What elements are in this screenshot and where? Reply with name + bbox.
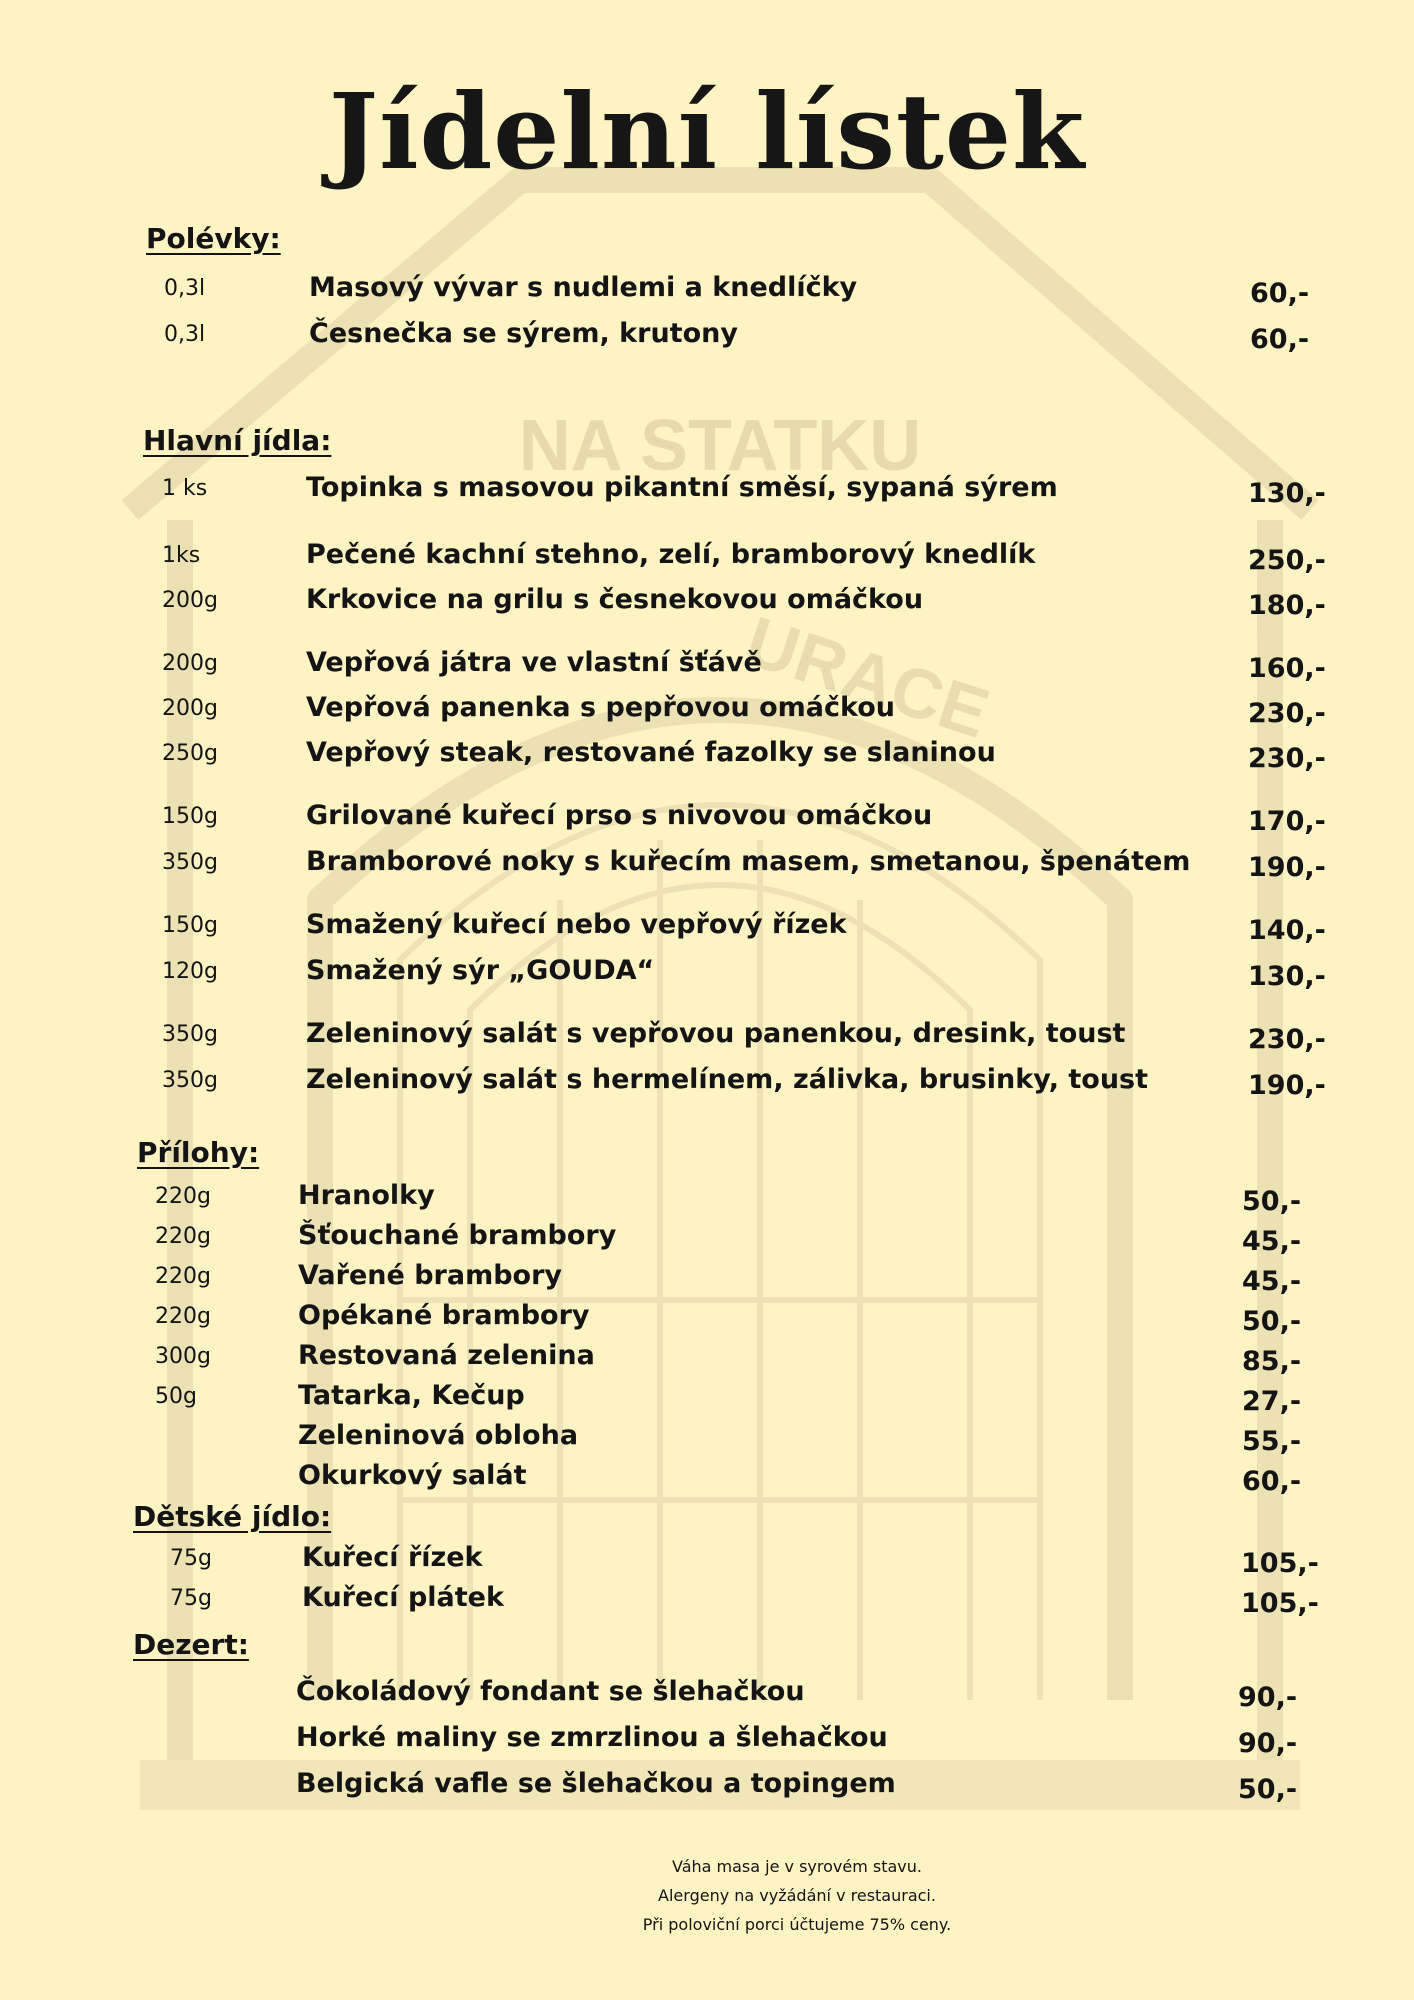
menu-item-row bbox=[0, 470, 1414, 514]
menu-item-price: 50,- bbox=[1242, 1306, 1302, 1337]
menu-item-name: Okurkový salát bbox=[298, 1460, 527, 1491]
menu-item-name: Vařené brambory bbox=[298, 1260, 562, 1291]
menu-item-name: Tatarka, Kečup bbox=[298, 1380, 525, 1411]
menu-item-quantity: 0,3l bbox=[164, 322, 206, 347]
menu-item-name: Pečené kachní stehno, zelí, bramborový knedlík bbox=[306, 539, 1036, 570]
menu-item-row bbox=[0, 953, 1414, 997]
menu-item-price: 130,- bbox=[1248, 478, 1326, 509]
menu-item-quantity: 200g bbox=[162, 696, 218, 721]
menu-item-quantity: 0,3l bbox=[164, 276, 206, 301]
section-heading-desserts: Dezert: bbox=[133, 1628, 249, 1661]
menu-item-row bbox=[0, 1674, 1414, 1718]
menu-item-row bbox=[0, 1062, 1414, 1106]
menu-item-name: Topinka s masovou pikantní směsí, sypaná sýrem bbox=[306, 472, 1058, 503]
section-heading-mains: Hlavní jídla: bbox=[143, 424, 332, 457]
menu-item-row bbox=[0, 1298, 1414, 1342]
menu-item-row bbox=[0, 798, 1414, 842]
menu-item-row bbox=[0, 1540, 1414, 1584]
menu-item-price: 230,- bbox=[1248, 698, 1326, 729]
menu-item-row bbox=[0, 537, 1414, 581]
menu-item-price: 50,- bbox=[1238, 1774, 1298, 1805]
menu-item-row bbox=[0, 645, 1414, 689]
menu-item-quantity: 1 ks bbox=[162, 476, 208, 501]
menu-item-price: 45,- bbox=[1242, 1266, 1302, 1297]
menu-item-price: 230,- bbox=[1248, 1024, 1326, 1055]
menu-item-name: Kuřecí plátek bbox=[302, 1582, 504, 1613]
menu-item-price: 55,- bbox=[1242, 1426, 1302, 1457]
menu-item-name: Zeleninový salát s hermelínem, zálivka, brusinky, toust bbox=[306, 1064, 1149, 1095]
menu-item-row bbox=[0, 1218, 1414, 1262]
footer-notes bbox=[0, 1852, 1414, 1939]
menu-item-quantity: 75g bbox=[170, 1586, 212, 1611]
menu-item-name: Restovaná zelenina bbox=[298, 1340, 595, 1371]
page-title: Jídelní lístek bbox=[328, 70, 1086, 193]
menu-item-row bbox=[0, 1580, 1414, 1624]
menu-item-price: 190,- bbox=[1248, 1070, 1326, 1101]
menu-item-price: 160,- bbox=[1248, 653, 1326, 684]
menu-item-quantity: 350g bbox=[162, 1022, 218, 1047]
menu-item-row bbox=[0, 1338, 1414, 1382]
menu-item-price: 250,- bbox=[1248, 545, 1326, 576]
menu-item-name: Hranolky bbox=[298, 1180, 435, 1211]
menu-item-row bbox=[0, 1418, 1414, 1462]
menu-item-row bbox=[0, 735, 1414, 779]
footer-note-half-portion: Při poloviční porci účtujeme 75% ceny. bbox=[642, 1915, 952, 1934]
menu-item-quantity: 200g bbox=[162, 588, 218, 613]
menu-item-price: 90,- bbox=[1238, 1682, 1298, 1713]
menu-item-row bbox=[0, 1766, 1414, 1810]
menu-item-name: Česnečka se sýrem, krutony bbox=[309, 318, 738, 349]
menu-item-quantity: 220g bbox=[155, 1224, 211, 1249]
menu-item-row bbox=[0, 1378, 1414, 1422]
menu-item-quantity: 120g bbox=[162, 959, 218, 984]
menu-item-name: Kuřecí řízek bbox=[302, 1542, 483, 1573]
watermark-arc-text: URACE bbox=[737, 601, 998, 753]
menu-item-quantity: 350g bbox=[162, 850, 218, 875]
menu-item-price: 60,- bbox=[1250, 278, 1310, 309]
menu-item-name: Grilované kuřecí prso s nivovou omáčkou bbox=[306, 800, 933, 831]
menu-item-price: 50,- bbox=[1242, 1186, 1302, 1217]
menu-item-quantity: 200g bbox=[162, 651, 218, 676]
menu-item-name: Zeleninová obloha bbox=[298, 1420, 579, 1451]
menu-item-row bbox=[0, 907, 1414, 951]
menu-item-quantity: 250g bbox=[162, 741, 218, 766]
menu-item-price: 140,- bbox=[1248, 915, 1326, 946]
footer-note-weight: Váha masa je v syrovém stavu. bbox=[672, 1857, 922, 1876]
menu-item-row bbox=[0, 844, 1414, 888]
menu-item-quantity: 220g bbox=[155, 1304, 211, 1329]
menu-item-name: Bramborové noky s kuřecím masem, smetanou, špenátem bbox=[306, 846, 1191, 877]
menu-item-quantity: 50g bbox=[155, 1384, 197, 1409]
menu-item-quantity: 150g bbox=[162, 804, 218, 829]
menu-item-name: Zeleninový salát s vepřovou panenkou, dresink, toust bbox=[306, 1018, 1126, 1049]
menu-item-row bbox=[0, 1016, 1414, 1060]
menu-item-name: Čokoládový fondant se šlehačkou bbox=[296, 1676, 805, 1707]
menu-item-name: Masový vývar s nudlemi a knedlíčky bbox=[309, 272, 858, 303]
menu-item-quantity: 150g bbox=[162, 913, 218, 938]
menu-item-quantity: 300g bbox=[155, 1344, 211, 1369]
section-heading-sides: Přílohy: bbox=[137, 1136, 260, 1169]
menu-item-name: Vepřová panenka s pepřovou omáčkou bbox=[306, 692, 896, 723]
menu-item-price: 27,- bbox=[1242, 1386, 1302, 1417]
menu-item-row bbox=[0, 1258, 1414, 1302]
menu-item-price: 230,- bbox=[1248, 743, 1326, 774]
menu-item-row bbox=[0, 316, 1414, 360]
watermark-name-text: NA STATKU bbox=[518, 406, 922, 486]
menu-item-price: 60,- bbox=[1242, 1466, 1302, 1497]
menu-item-row bbox=[0, 1178, 1414, 1222]
menu-item-row bbox=[0, 1458, 1414, 1502]
menu-item-price: 180,- bbox=[1248, 590, 1326, 621]
menu-item-row bbox=[0, 690, 1414, 734]
menu-item-quantity: 350g bbox=[162, 1068, 218, 1093]
menu-item-quantity: 75g bbox=[170, 1546, 212, 1571]
section-heading-kids: Dětské jídlo: bbox=[133, 1500, 332, 1533]
menu-item-name: Šťouchané brambory bbox=[298, 1220, 617, 1251]
menu-item-name: Horké maliny se zmrzlinou a šlehačkou bbox=[296, 1722, 888, 1753]
menu-item-price: 90,- bbox=[1238, 1728, 1298, 1759]
menu-item-name: Smažený sýr „GOUDA“ bbox=[306, 955, 655, 986]
menu-item-price: 130,- bbox=[1248, 961, 1326, 992]
menu-item-name: Vepřový steak, restované fazolky se slaninou bbox=[306, 737, 996, 768]
menu-item-name: Smažený kuřecí nebo vepřový řízek bbox=[306, 909, 847, 940]
menu-item-name: Krkovice na grilu s česnekovou omáčkou bbox=[306, 584, 924, 615]
menu-item-quantity: 220g bbox=[155, 1264, 211, 1289]
menu-item-price: 170,- bbox=[1248, 806, 1326, 837]
menu-item-price: 85,- bbox=[1242, 1346, 1302, 1377]
menu-item-name: Vepřová játra ve vlastní šťávě bbox=[306, 647, 762, 678]
menu-item-price: 60,- bbox=[1250, 324, 1310, 355]
menu-item-price: 190,- bbox=[1248, 852, 1326, 883]
menu-item-price: 105,- bbox=[1241, 1548, 1319, 1579]
menu-item-row bbox=[0, 582, 1414, 626]
menu-item-quantity: 1ks bbox=[162, 543, 201, 568]
menu-item-price: 105,- bbox=[1241, 1588, 1319, 1619]
menu-item-row bbox=[0, 270, 1414, 314]
menu-item-quantity: 220g bbox=[155, 1184, 211, 1209]
section-heading-soups: Polévky: bbox=[146, 222, 281, 255]
footer-note-allergens: Alergeny na vyžádání v restauraci. bbox=[658, 1886, 936, 1905]
menu-item-name: Opékané brambory bbox=[298, 1300, 590, 1331]
menu-item-row bbox=[0, 1720, 1414, 1764]
menu-item-name: Belgická vafle se šlehačkou a topingem bbox=[296, 1768, 896, 1799]
menu-item-price: 45,- bbox=[1242, 1226, 1302, 1257]
